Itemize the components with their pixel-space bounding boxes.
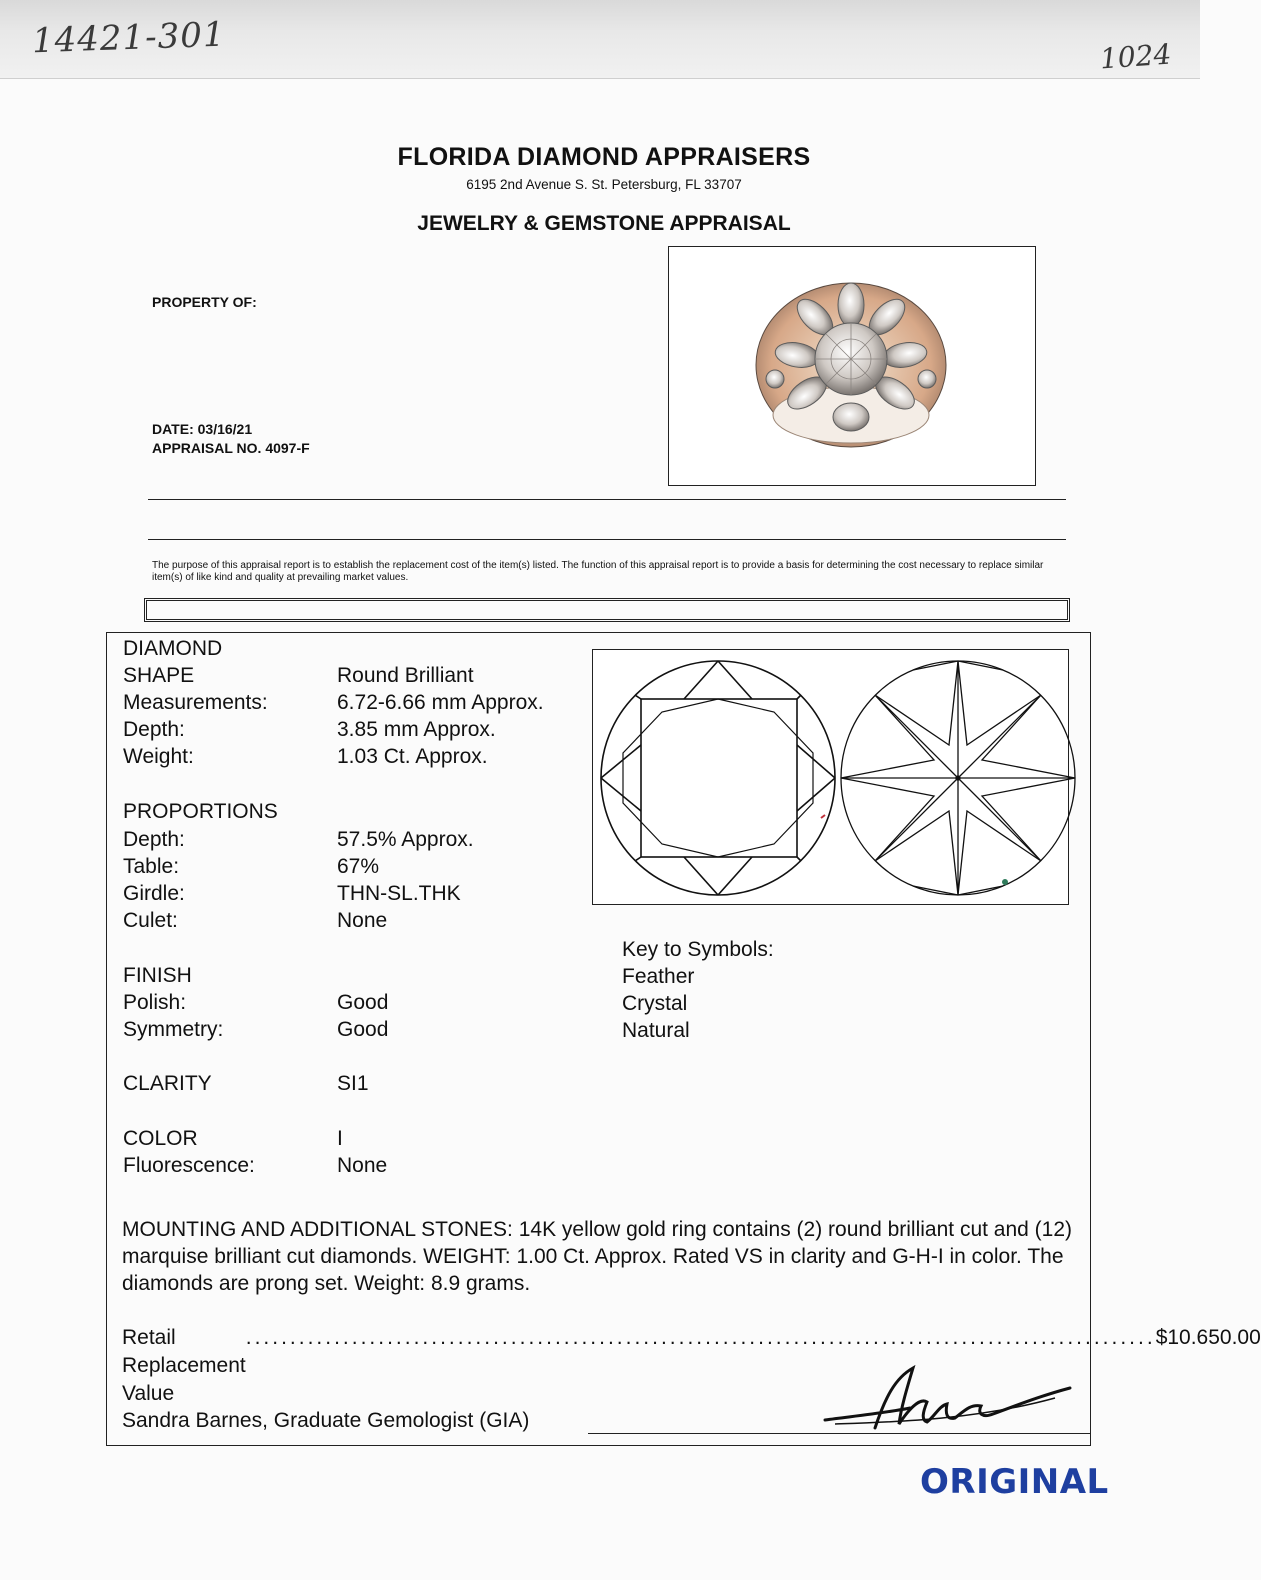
handwritten-reference: 14421-301 — [31, 14, 227, 62]
color-value: I — [337, 1127, 343, 1150]
date-value: 03/16/21 — [197, 421, 253, 437]
fluorescence-value: None — [337, 1154, 388, 1177]
report-title: JEWELRY & GEMSTONE APPRAISAL — [417, 212, 791, 235]
measurements-label: Measurements: — [123, 691, 268, 714]
proportions-heading: PROPORTIONS — [123, 800, 278, 823]
appraisal-number-label: APPRAISAL NO. — [152, 440, 262, 456]
depth-value: 3.85 mm Approx. — [337, 718, 496, 741]
weight-value: 1.03 Ct. Approx. — [337, 745, 488, 768]
ring-photo — [668, 246, 1036, 486]
mounting-description: MOUNTING AND ADDITIONAL STONES: 14K yellow gold ring contains (2) round brilliant cut and (12) marquise brilliant cut diamonds. WEIGHT: 1.00 Ct. Approx. Rated VS in clarity and G-H-I in color. The diamonds are prong set. Weight: 8.9 grams. — [122, 1218, 1073, 1295]
diamond-plot-diagram — [592, 649, 1069, 905]
diamond-plot-svg — [593, 650, 1068, 904]
shape-label: SHAPE — [123, 664, 195, 687]
purpose-statement: The purpose of this appraisal report is to establish the replacement cost of the item(s) listed. The function of this appraisal report is to provide a basis for determining the cost necessary to replace similar item(s) of like kind and quality at prevailing market values. — [152, 560, 1044, 583]
signature — [815, 1358, 1085, 1438]
property-of-label: PROPERTY OF: — [152, 294, 257, 310]
pavilion-view — [841, 661, 1075, 895]
table-label: Table: — [123, 855, 180, 878]
proportion-depth-label: Depth: — [123, 828, 185, 851]
ring-illustration — [669, 247, 1035, 485]
retail-value-label: Retail Replacement Value — [122, 1326, 246, 1405]
diamond-heading: DIAMOND — [123, 637, 223, 660]
date-line — [152, 421, 252, 437]
symmetry-label: Symmetry: — [123, 1018, 224, 1041]
leader-dots: ....................................................................................................... — [245, 1326, 1156, 1349]
divider-line — [148, 539, 1066, 540]
handwritten-number: 1024 — [1098, 37, 1173, 76]
retail-value-amount: $10.650.00 — [1155, 1326, 1261, 1349]
crown-view — [601, 661, 835, 895]
polish-value: Good — [337, 991, 389, 1014]
symmetry-value: Good — [337, 1018, 389, 1041]
clarity-value: SI1 — [337, 1072, 369, 1095]
key-item-crystal: Crystal — [622, 992, 688, 1015]
depth-label: Depth: — [123, 718, 185, 741]
key-item-natural: Natural — [622, 1019, 690, 1042]
company-name: FLORIDA DIAMOND APPRAISERS — [397, 143, 811, 171]
girdle-label: Girdle: — [123, 882, 185, 905]
girdle-value: THN-SL.THK — [337, 882, 461, 905]
date-label: DATE: — [152, 421, 194, 437]
culet-label: Culet: — [123, 909, 178, 932]
weight-label: Weight: — [123, 745, 194, 768]
finish-heading: FINISH — [123, 964, 192, 987]
clarity-label: CLARITY — [123, 1072, 212, 1095]
color-label: COLOR — [123, 1127, 198, 1150]
original-stamp: ORIGINAL — [920, 1462, 1109, 1502]
fluorescence-label: Fluorescence: — [123, 1154, 255, 1177]
divider-line — [148, 499, 1066, 500]
measurements-value: 6.72-6.66 mm Approx. — [337, 691, 544, 714]
table-value: 67% — [337, 855, 380, 878]
natural-mark — [1002, 879, 1008, 885]
company-address: 6195 2nd Avenue S. St. Petersburg, FL 33707 — [466, 177, 742, 192]
polish-label: Polish: — [123, 991, 187, 1014]
signatory-name: Sandra Barnes, Graduate Gemologist (GIA) — [122, 1409, 530, 1432]
shape-value: Round Brilliant — [337, 664, 474, 687]
proportion-depth-value: 57.5% Approx. — [337, 828, 474, 851]
double-rule-box — [144, 598, 1070, 622]
culet-value: None — [337, 909, 388, 932]
feather-mark — [821, 815, 825, 818]
key-heading: Key to Symbols: — [622, 938, 774, 961]
appraisal-number-line — [152, 440, 310, 456]
key-item-feather: Feather — [622, 965, 695, 988]
appraisal-number-value: 4097-F — [265, 440, 310, 456]
